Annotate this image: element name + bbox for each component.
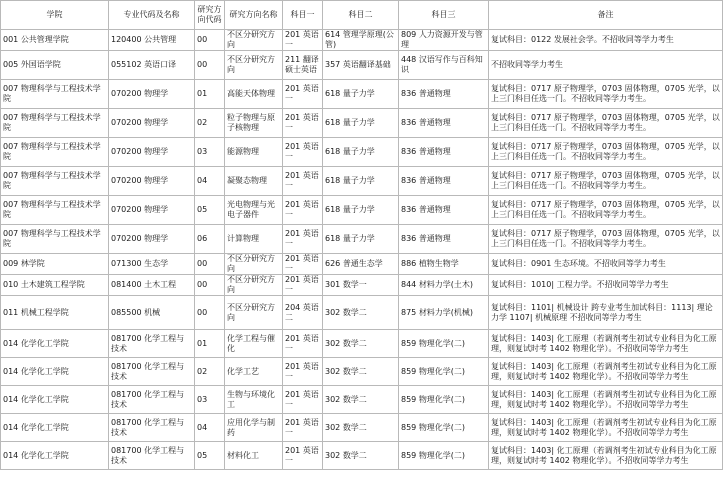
cell-subject-2: 618 量子力学 — [323, 109, 399, 138]
cell-major: 070200 物理学 — [109, 109, 195, 138]
header-major: 专业代码及名称 — [109, 1, 195, 30]
cell-direction-code: 00 — [195, 275, 225, 296]
table-row — [1, 275, 723, 296]
cell-direction-name: 不区分研究方向 — [225, 51, 283, 80]
cell-direction-code: 00 — [195, 51, 225, 80]
cell-subject-3: 809 人力资源开发与管理 — [399, 30, 489, 51]
cell-college: 009 林学院 — [1, 254, 109, 275]
header-direction-name: 研究方向名称 — [225, 1, 283, 30]
cell-college: 007 物理科学与工程技术学院 — [1, 109, 109, 138]
cell-subject-1: 201 英语一 — [283, 109, 323, 138]
cell-college: 014 化学化工学院 — [1, 386, 109, 414]
cell-subject-1: 211 翻译硕士英语 — [283, 51, 323, 80]
cell-college: 007 物理科学与工程技术学院 — [1, 225, 109, 254]
cell-subject-3: 886 植物生物学 — [399, 254, 489, 275]
table-row — [1, 442, 723, 470]
cell-notes: 复试科目：0717 原子物理学，0703 固体物理，0705 光学，以上三门科目任选一门。不招收同等学力考生。 — [489, 80, 723, 109]
header-subject-2: 科目二 — [323, 1, 399, 30]
cell-major: 120400 公共管理 — [109, 30, 195, 51]
cell-subject-3: 836 普通物理 — [399, 196, 489, 225]
cell-subject-3: 859 物理化学(二) — [399, 386, 489, 414]
cell-direction-code: 00 — [195, 254, 225, 275]
cell-major: 071300 生态学 — [109, 254, 195, 275]
cell-subject-1: 201 英语一 — [283, 414, 323, 442]
cell-notes: 复试科目：0717 原子物理学，0703 固体物理，0705 光学，以上三门科目任选一门。不招收同等学力考生。 — [489, 196, 723, 225]
cell-major: 081400 土木工程 — [109, 275, 195, 296]
cell-subject-2: 302 数学二 — [323, 358, 399, 386]
cell-subject-1: 201 英语一 — [283, 225, 323, 254]
cell-direction-name: 计算物理 — [225, 225, 283, 254]
cell-subject-3: 859 物理化学(二) — [399, 414, 489, 442]
cell-direction-code: 04 — [195, 167, 225, 196]
cell-subject-3: 859 物理化学(二) — [399, 442, 489, 470]
table-row — [1, 225, 723, 254]
cell-subject-3: 844 材料力学(土木) — [399, 275, 489, 296]
header-notes: 备注 — [489, 1, 723, 30]
cell-subject-2: 302 数学二 — [323, 296, 399, 330]
cell-subject-3: 836 普通物理 — [399, 109, 489, 138]
header-direction-code: 研究方向代码 — [195, 1, 225, 30]
cell-college: 005 外国语学院 — [1, 51, 109, 80]
cell-major: 070200 物理学 — [109, 167, 195, 196]
cell-direction-code: 04 — [195, 414, 225, 442]
cell-subject-2: 302 数学二 — [323, 330, 399, 358]
cell-subject-3: 836 普通物理 — [399, 167, 489, 196]
cell-direction-code: 05 — [195, 442, 225, 470]
cell-direction-name: 凝聚态物理 — [225, 167, 283, 196]
cell-direction-name: 不区分研究方向 — [225, 296, 283, 330]
cell-subject-1: 204 英语二 — [283, 296, 323, 330]
cell-college: 007 物理科学与工程技术学院 — [1, 167, 109, 196]
header-subject-1: 科目一 — [283, 1, 323, 30]
cell-direction-code: 03 — [195, 138, 225, 167]
cell-subject-2: 614 管理学原理(公管) — [323, 30, 399, 51]
cell-subject-2: 357 英语翻译基础 — [323, 51, 399, 80]
cell-subject-1: 201 英语一 — [283, 167, 323, 196]
cell-direction-name: 能源物理 — [225, 138, 283, 167]
cell-subject-2: 618 量子力学 — [323, 138, 399, 167]
cell-subject-2: 302 数学二 — [323, 442, 399, 470]
cell-subject-2: 302 数学二 — [323, 386, 399, 414]
cell-major: 081700 化学工程与技术 — [109, 414, 195, 442]
cell-major: 070200 物理学 — [109, 80, 195, 109]
cell-direction-name: 高能天体物理 — [225, 80, 283, 109]
cell-notes: 复试科目：1403| 化工原理（若调剂考生初试专业科目为化工原理，则复试时考 1402 物理化学）。不招收同等学力考生 — [489, 330, 723, 358]
cell-direction-name: 生物与环境化工 — [225, 386, 283, 414]
cell-direction-name: 应用化学与制药 — [225, 414, 283, 442]
cell-subject-3: 859 物理化学(二) — [399, 358, 489, 386]
header-subject-3: 科目三 — [399, 1, 489, 30]
cell-subject-2: 626 普通生态学 — [323, 254, 399, 275]
cell-major: 081700 化学工程与技术 — [109, 330, 195, 358]
table-row — [1, 138, 723, 167]
cell-direction-code: 02 — [195, 109, 225, 138]
cell-subject-1: 201 英语一 — [283, 442, 323, 470]
cell-subject-3: 448 汉语写作与百科知识 — [399, 51, 489, 80]
cell-major: 081700 化学工程与技术 — [109, 386, 195, 414]
cell-subject-1: 201 英语一 — [283, 80, 323, 109]
cell-notes: 复试科目：0901 生态环境。不招收同等学力考生 — [489, 254, 723, 275]
cell-subject-1: 201 英语一 — [283, 196, 323, 225]
table-row — [1, 296, 723, 330]
cell-college: 007 物理科学与工程技术学院 — [1, 138, 109, 167]
table-row — [1, 254, 723, 275]
cell-major: 055102 英语口译 — [109, 51, 195, 80]
cell-major: 081700 化学工程与技术 — [109, 442, 195, 470]
cell-college: 007 物理科学与工程技术学院 — [1, 196, 109, 225]
cell-major: 070200 物理学 — [109, 225, 195, 254]
cell-direction-name: 化学工程与催化 — [225, 330, 283, 358]
cell-direction-code: 00 — [195, 30, 225, 51]
cell-notes: 复试科目：1010| 工程力学。不招收同等学力考生 — [489, 275, 723, 296]
cell-direction-name: 不区分研究方向 — [225, 275, 283, 296]
cell-direction-code: 06 — [195, 225, 225, 254]
table-row — [1, 109, 723, 138]
cell-college: 014 化学化工学院 — [1, 414, 109, 442]
cell-subject-1: 201 英语一 — [283, 386, 323, 414]
table-row — [1, 167, 723, 196]
table-row — [1, 386, 723, 414]
cell-direction-code: 00 — [195, 296, 225, 330]
cell-direction-code: 05 — [195, 196, 225, 225]
cell-notes: 复试科目：1403| 化工原理（若调剂考生初试专业科目为化工原理，则复试时考 1402 物理化学）。不招收同等学力考生 — [489, 414, 723, 442]
cell-direction-name: 粒子物理与原子核物理 — [225, 109, 283, 138]
cell-direction-name: 不区分研究方向 — [225, 30, 283, 51]
cell-subject-2: 618 量子力学 — [323, 225, 399, 254]
cell-notes: 复试科目：0717 原子物理学，0703 固体物理，0705 光学，以上三门科目任选一门。不招收同等学力考生。 — [489, 109, 723, 138]
table-row — [1, 80, 723, 109]
cell-notes: 复试科目：1403| 化工原理（若调剂考生初试专业科目为化工原理，则复试时考 1402 物理化学）。不招收同等学力考生 — [489, 386, 723, 414]
cell-college: 014 化学化工学院 — [1, 330, 109, 358]
cell-subject-3: 836 普通物理 — [399, 138, 489, 167]
cell-subject-1: 201 英语一 — [283, 30, 323, 51]
cell-major: 081700 化学工程与技术 — [109, 358, 195, 386]
cell-subject-2: 618 量子力学 — [323, 167, 399, 196]
cell-major: 070200 物理学 — [109, 196, 195, 225]
cell-notes: 复试科目：0717 原子物理学，0703 固体物理，0705 光学，以上三门科目任选一门。不招收同等学力考生。 — [489, 138, 723, 167]
cell-direction-name: 光电物理与光电子器件 — [225, 196, 283, 225]
cell-subject-2: 302 数学二 — [323, 414, 399, 442]
cell-direction-name: 不区分研究方向 — [225, 254, 283, 275]
cell-college: 014 化学化工学院 — [1, 442, 109, 470]
cell-subject-3: 875 材料力学(机械) — [399, 296, 489, 330]
cell-subject-3: 859 物理化学(二) — [399, 330, 489, 358]
table-row — [1, 196, 723, 225]
cell-notes: 复试科目：0717 原子物理学，0703 固体物理，0705 光学，以上三门科目任选一门。不招收同等学力考生。 — [489, 225, 723, 254]
cell-direction-name: 材料化工 — [225, 442, 283, 470]
cell-notes: 复试科目：1403| 化工原理（若调剂考生初试专业科目为化工原理，则复试时考 1402 物理化学）。不招收同等学力考生 — [489, 358, 723, 386]
cell-subject-1: 201 英语一 — [283, 138, 323, 167]
cell-subject-1: 201 英语一 — [283, 358, 323, 386]
cell-subject-2: 301 数学一 — [323, 275, 399, 296]
cell-college: 014 化学化工学院 — [1, 358, 109, 386]
cell-notes: 不招收同等学力考生 — [489, 51, 723, 80]
cell-subject-2: 618 量子力学 — [323, 196, 399, 225]
table-row — [1, 414, 723, 442]
header-row — [1, 1, 723, 30]
cell-college: 010 土木建筑工程学院 — [1, 275, 109, 296]
cell-college: 001 公共管理学院 — [1, 30, 109, 51]
cell-college: 011 机械工程学院 — [1, 296, 109, 330]
cell-notes: 复试科目：1403| 化工原理（若调剂考生初试专业科目为化工原理，则复试时考 1402 物理化学）。不招收同等学力考生 — [489, 442, 723, 470]
cell-notes: 复试科目：1101| 机械设计 跨专业考生加试科目：1113| 理论力学 1107| 机械原理 不招收同等学力考生 — [489, 296, 723, 330]
cell-subject-1: 201 英语一 — [283, 330, 323, 358]
cell-direction-name: 化学工艺 — [225, 358, 283, 386]
cell-subject-1: 201 英语一 — [283, 254, 323, 275]
cell-direction-code: 02 — [195, 358, 225, 386]
cell-major: 070200 物理学 — [109, 138, 195, 167]
cell-subject-3: 836 普通物理 — [399, 80, 489, 109]
table-row — [1, 330, 723, 358]
cell-subject-3: 836 普通物理 — [399, 225, 489, 254]
cell-subject-2: 618 量子力学 — [323, 80, 399, 109]
cell-notes: 复试科目：0717 原子物理学，0703 固体物理，0705 光学，以上三门科目任选一门。不招收同等学力考生。 — [489, 167, 723, 196]
cell-college: 007 物理科学与工程技术学院 — [1, 80, 109, 109]
table-row — [1, 358, 723, 386]
cell-notes: 复试科目：0122 发展社会学。不招收同等学力考生 — [489, 30, 723, 51]
cell-subject-1: 201 英语一 — [283, 275, 323, 296]
table-row — [1, 51, 723, 80]
cell-direction-code: 01 — [195, 80, 225, 109]
table-row — [1, 30, 723, 51]
header-college: 学院 — [1, 1, 109, 30]
cell-direction-code: 03 — [195, 386, 225, 414]
cell-direction-code: 01 — [195, 330, 225, 358]
cell-major: 085500 机械 — [109, 296, 195, 330]
